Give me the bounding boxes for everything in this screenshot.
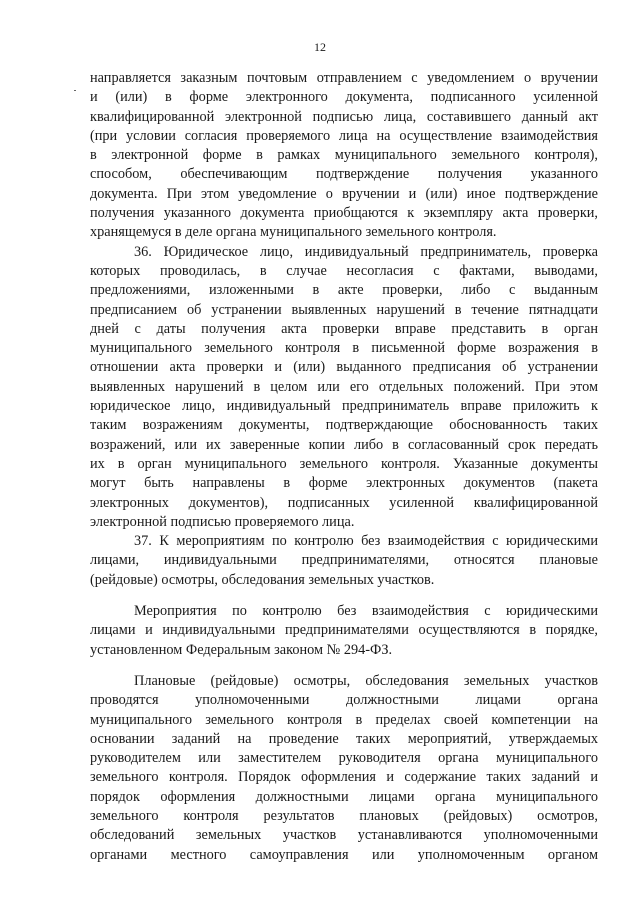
text-line: предложениями, изложенными в акте проверки, либо с выданным <box>90 282 598 299</box>
text-line: земельного контроля результатов плановых (рейдовых) осмотров, <box>90 807 598 824</box>
text-line: выявленных нарушений в целом или его отдельных положений. При этом <box>90 378 598 395</box>
body-text <box>90 69 598 865</box>
text-line: которых проводилась, в случае несогласия с фактами, выводами, <box>90 262 598 279</box>
text-line: земельного контроля. Порядок оформления и содержание таких заданий и <box>90 769 598 786</box>
paragraph-gap <box>90 590 598 602</box>
text-line: 36. Юридическое лицо, индивидуальный предприниматель, проверка <box>134 243 598 260</box>
text-line: юридическое лицо, индивидуальный предприниматель вправе приложить к <box>90 398 598 415</box>
text-line: таким возражениям документы, подтверждающие обоснованность таких <box>90 417 598 434</box>
text-line: лицами, индивидуальными предпринимателями, относятся плановые <box>90 552 598 569</box>
text-line: возражений, или их заверенные копии либо в согласованный срок передать <box>90 436 598 453</box>
text-line: документа. При этом уведомление о вручении и (или) иное подтверждение <box>90 185 598 202</box>
text-line: получения указанного документа приобщаются к экземпляру акта проверки, <box>90 205 598 222</box>
text-line: предписанием об устранении выявленных нарушений в течение пятнадцати <box>90 301 598 318</box>
text-line: лицами и индивидуальными предпринимателями осуществляются в порядке, <box>90 622 598 639</box>
text-line: их в орган муниципального земельного контроля. Указанные документы <box>90 455 598 472</box>
text-line: электронных документов), подписанных усиленной квалифицированной <box>90 494 598 511</box>
text-line: направляется заказным почтовым отправлением с уведомлением о вручении <box>90 70 598 86</box>
paragraph-gap <box>90 660 598 672</box>
text-line: дней с даты получения акта проверки вправе представить в орган <box>90 320 598 337</box>
text-line: отношении акта проверки и (или) выданного предписания об устранении <box>90 359 598 376</box>
text-line: способом, обеспечивающим подтверждение получения указанного <box>90 166 598 183</box>
text-line: могут быть направлены в форме электронных документов (пакета <box>90 475 598 492</box>
text-line: муниципального земельного контроля в пределах своей компетенции на <box>90 711 598 728</box>
text-line: обследований земельных участков устанавливаются уполномоченными <box>90 827 598 844</box>
text-line: Плановые (рейдовые) осмотры, обследования земельных участков <box>134 672 598 689</box>
text-line: и (или) в форме электронного документа, подписанного усиленной <box>90 89 598 106</box>
page-number: 12 <box>314 40 326 54</box>
text-line: порядок оформления должностными лицами органа муниципального <box>90 788 598 805</box>
text-line: Мероприятия по контролю без взаимодействия с юридическими <box>134 603 598 620</box>
text-line: органами местного самоуправления или уполномоченным органом <box>90 846 598 863</box>
text-line: (при условии согласия проверяемого лица на осуществление взаимодействия <box>90 127 598 144</box>
text-line: электронной подписью проверяемого лица. <box>90 513 355 530</box>
text-line: 37. К мероприятиям по контролю без взаимодействия с юридическими <box>134 533 598 550</box>
text-line: муниципального земельного контроля в письменной форме возражения в <box>90 340 598 357</box>
text-line: квалифицированной электронной подписью лица, составившего данный акт <box>90 108 598 125</box>
text-line: основании заданий на проведение таких мероприятий, утверждаемых <box>90 730 598 747</box>
text-line: установленном Федеральным законом № 294-ФЗ. <box>90 641 393 658</box>
text-line: хранящемуся в деле органа муниципального земельного контроля. <box>90 224 497 241</box>
margin-mark <box>74 90 76 91</box>
text-line: руководителем или заместителем руководителя органа муниципального <box>90 750 598 767</box>
text-line: (рейдовые) осмотры, обследования земельных участков. <box>90 571 435 588</box>
text-line: в электронной форме в рамках муниципального земельного контроля), <box>90 147 598 164</box>
text-line: проводятся уполномоченными должностными лицами органа <box>90 692 598 709</box>
